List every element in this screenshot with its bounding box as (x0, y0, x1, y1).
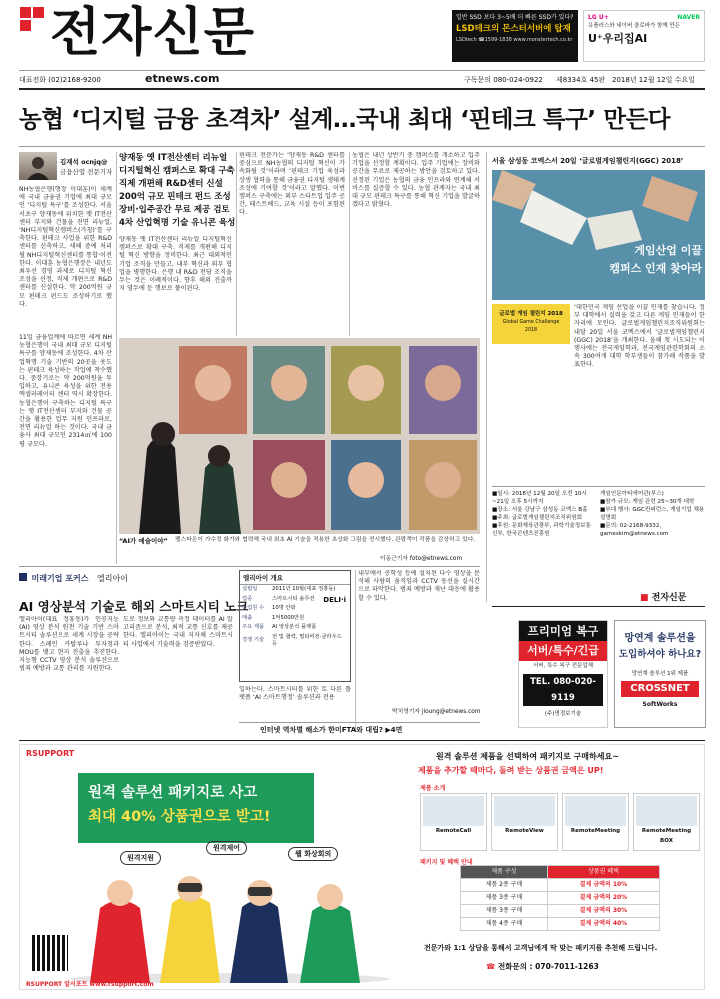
ad-premium-recovery[interactable] (518, 620, 608, 728)
table-row: 경쟁 기술 전 및 협력, 멀티비전·클라우드 등 (242, 633, 342, 647)
consult-line: 전문가와 1:1 상담을 통해서 고객님에게 딱 맞는 패키지를 추천해 드립니다. (424, 944, 658, 952)
info-line: ■문의: 02-2168-9332, gameskim@etnews.com (600, 523, 669, 537)
future-body-2: 도로 정보와 교통량 측정 데이터를 AI 알고리즘으로 분석, 최적 교통 신호를 제공한다. 엘리아이는 국내 지자체 스마트시티 사업에서 기술력을 검증받았다. (123, 616, 233, 648)
byline-photo (19, 152, 57, 180)
tel-text: 전화문의 : 070-7011-1263 (497, 962, 599, 971)
headline-rule (19, 146, 705, 147)
ggc-badge (492, 304, 570, 344)
bubble-3: 웹 화상회의 (288, 847, 338, 861)
rep-phone: 대표전화 (02)2168-9200 (19, 76, 101, 84)
future-credit: 박치영기자 jioung@etnews.com (392, 709, 481, 715)
table-row: 제품 2종 구매 결제 금액의 10% (461, 879, 660, 892)
phone-icon: ☎ (486, 962, 496, 971)
future-company-name: 엘리아이 (96, 574, 128, 583)
future-section-name: 미래기업 포커스 (31, 574, 89, 583)
company-table (239, 570, 351, 682)
sidebar-title: 서울 삼성동 코엑스서 20일 ‘글로벌게임챌린지(GGC) 2018’ (492, 157, 684, 165)
product-card[interactable]: RemoteView (491, 793, 558, 851)
company-table-body (240, 585, 350, 650)
logo-mark-icon (19, 6, 45, 32)
table-row: 제품 3종 구매 결제 금액의 30% (461, 905, 660, 918)
info-line: ■장소: 서울 강남구 삼성동 코엑스 B홀 (492, 507, 588, 513)
company-table-title: 엘리아이 개요 (240, 571, 350, 585)
byline-title: 금융산업 전문기자 (60, 168, 113, 176)
rsupport-logo: RSUPPORT (26, 749, 75, 758)
ad-contact: LSDtech ☎1599-1838 www.monstertech.co.kr (456, 37, 573, 43)
info-line: ■부대 행사: GGC컨퍼런스, 게임기업 채용설명회 (600, 507, 705, 521)
photo-credit: 이동근기자 foto@etnews.com (380, 556, 463, 562)
ad-crossnet-maker: SoftWorks (642, 701, 678, 708)
right-line-1: 원격 솔루션 제품을 선택하여 패키지로 구매하세요~ (436, 752, 619, 761)
paper-name: 전자신문 (50, 3, 255, 63)
subhead: 직제 개편해 R&D센터 신설 (119, 179, 223, 189)
future-section-label (19, 573, 128, 584)
table-row: 제품 3종 구매 결제 금액의 20% (461, 892, 660, 905)
ad-premium-tel: TEL. 080-020-9119 (523, 674, 603, 706)
sub-phone: 구독문의 080-024-0922 (464, 76, 543, 84)
sidebar-body-cont2 (492, 408, 705, 480)
product-card[interactable]: RemoteMeeting BOX (633, 793, 700, 851)
sidebar-body-cont (492, 348, 570, 404)
bubble-2: 원격제어 (206, 841, 247, 855)
masthead-rule (19, 70, 705, 71)
sidebar-brand: ■ 전자신문 (640, 593, 687, 603)
photo-caption: 펠스타온이 가수정 화가와 협력해 국내 최초 AI 기술을 적용한 초상화 그림을 전시했다. 관람객이 작품을 감상하고 있다. (175, 537, 476, 543)
ad-crossnet-line: 망연계 솔루션 1위 제품 (631, 671, 689, 677)
ad-crossnet-brand: CROSSNET (621, 681, 699, 697)
future-body-4: 내부에서 공학성 등에 설치된 다수 영상을 분석해 사람의 움직임과 CCTV 동선을 실시간으로 파악한다. 범죄 예방과 재난 대응에 활용할 수 있다. (358, 570, 480, 602)
sidebar-body: ‘대한민국 게임 산업을 이끌 인재를 찾습니다. 정부 대학에서 실력을 갖고 다른 게임 인재들이 한자리에 모인다. 글로벌게임챌린지조직위원회는 내달 20일 서울 코엑스에서 ‘글로벌게임챌린지(GGC) 2018’을 개최한다. 올해 첫 시도되는 이 행사에는 전국게임학과, 전국게임관련학회의 소속 300여개 대학 학부생들이 참가해 작품을 발표한다. (574, 304, 705, 369)
sidebar-photo-text-1: 게임산업 이끌 (634, 244, 702, 257)
byline-name: 김재석 ocnjq@ (60, 158, 108, 166)
top-ad-lgu[interactable] (583, 10, 705, 62)
issue-no: 제8334호 45판 (556, 76, 606, 84)
sidebar-info-left (492, 490, 596, 538)
ad-line: 유플러스와 네이버 클로바가 함께 만든 (588, 23, 681, 29)
table-row: 주요 제품 AI 영상분석 플랫폼 (242, 624, 317, 630)
info-line: ■후원: 문화체육관광부, 과학기술정보통신부, 한국콘텐츠진흥원 (492, 523, 591, 537)
lead-col-4: 핀테크 전문가는 ‘양재동 R&D 센터를 중심으로 NH농협의 디지털 혁신이 가속화될 것’이라며 ‘핀테크 기업 육성과 상생 협력을 통해 금융권 디지털 생태계 조성에 기여할 것’이라고 말했다. 이번 캠퍼스 구축에는 외부 스타트업 입주 공간, 테스트베드, 교육 시설 등이 포함된다. (239, 152, 345, 217)
lead-col-3: 양재동 옛 IT전산센터 리뉴얼 디지털혁신 캠퍼스로 확대 구축. 직제를 개편해 디지털 혁신 방향을 정비한다. 최근 대외적인 기업 조직을 만들고, 내부 혁신과 외부 협업을 병행한다. 은행 내 R&D 전담 조직을 두는 것은 이례적이다. 향후 해외 진출까지 염두에 둔 행보로 풀이된다. (119, 236, 232, 293)
info-line: 게임인문아티에어관(부스) (600, 491, 664, 497)
site-url[interactable]: etnews.com (145, 72, 220, 85)
tel-line[interactable] (486, 961, 599, 972)
bottom-ad-footer: RSUPPORT 알서포트 www.rsupport.com (26, 981, 154, 988)
table-row: 업종 스마트시티 솔루션 (242, 595, 315, 602)
table-row: 종업원 수 10명 안팎 (242, 605, 296, 611)
subhead: 디지털혁신 캠퍼스로 확대 구축 (119, 166, 235, 176)
table-row: 제품 4종 구매 결제 금액의 40% (461, 918, 660, 931)
bubble-1: 원격지원 (120, 851, 161, 865)
lead-subheads (119, 152, 236, 230)
company-logo: DELI·i (323, 596, 346, 604)
ggc-badge-sub: Global Game Challenge 2018 (502, 320, 560, 333)
future-body-1: 엘리아이(대표 정홍동)가 인공지능(AI) 영상 분석 원천 기술 기반 스마트시티 솔루션으로 세계 시장을 공략한다. 스페인 카탈루냐 투자청과 MOU를 맺고 현지 진출을 추진한다. 지능형 CCTV 영상 분석 솔루션으로 범죄 예방과 교통 관리를 지원한다. (19, 616, 119, 673)
ad-premium-brand: (주)명정보기술 (544, 711, 582, 717)
ad-line: 일반 SSD 보다 3~5배 더 빠른 SSD가 있다? (456, 14, 574, 21)
slogan-line-2: 최대 40% 상품권으로 받고! (88, 809, 271, 825)
lgu-brand: LG U+ (588, 14, 609, 21)
package-table (460, 865, 660, 931)
continuation-link[interactable]: 인터넷 역차별 해소가 한미FTA와 대립? ▶4면 (260, 726, 403, 734)
table-row: 매출 1억5000만원 (242, 614, 305, 621)
ad-premium-sub: 서버/특수/긴급 (519, 641, 607, 661)
photo-title: “AI가 예술이야” (119, 537, 168, 545)
issue-date: 2018년 12월 12일 수요일 (612, 76, 695, 84)
ad-premium-line: 서버, 특수 복구 전문업체 (532, 663, 594, 669)
table-tag: 패키지 및 혜택 안내 (420, 859, 473, 866)
table-row: 설립일 2011년 10월(대표 정홍동) (242, 586, 336, 592)
sidebar-info-right (600, 490, 705, 538)
masthead (0, 0, 720, 92)
product-tag: 제품 소개 (420, 785, 446, 792)
ad-crossnet[interactable] (614, 620, 706, 728)
bottom-ad[interactable] (19, 744, 705, 990)
product-card[interactable]: RemoteCall (420, 793, 487, 851)
slogan-banner (78, 773, 314, 843)
future-body-3: 일하는다. 스마트시티를 위한 토 다른 플랫폼 ‘AI 스마트행정’ 솔루션과 전용 (239, 686, 351, 702)
slogan-line-1: 원격 솔루션 패키지로 사고 (88, 785, 258, 801)
illustration (60, 863, 400, 983)
ggc-badge-title: 글로벌 게임 챌린지 2018 (499, 311, 563, 317)
future-icon (19, 573, 27, 581)
ad-crossnet-q1: 망연계 솔루션을 (624, 633, 696, 644)
table-row: 제품 구성 상품권 혜택 (461, 866, 660, 879)
ad-premium-title: 프리미엄 복구 (519, 621, 607, 641)
sidebar-photo (492, 170, 705, 300)
ad-crossnet-q2: 도입하셔야 하나요? (618, 649, 702, 660)
future-headline: AI 영상분석 기술로 해외 스마트시티 노크 (19, 599, 249, 614)
main-headline: 농협 ‘디지털 금융 초격차’ 설계…국내 최대 ‘핀테크 특구’ 만든다 (19, 105, 670, 133)
info-line: ■주최: 글로벌게임챌린지조직위원회 (492, 515, 583, 521)
sidebar-photo-text-2: 캠퍼스 인재 찾아라 (609, 262, 702, 275)
lead-col-5: 농협은 내년 상반기 중 캠퍼스를 개소하고 입주 기업을 선정할 계획이다. 입주 기업에는 장비와 공간을 무료로 제공하는 방안을 검토하고 있다. 선정된 기업은 농협의 금융 인프라와 연계해 서비스를 실증할 수 있다. 농협 관계자는 국내 최대 규모 핀테크 특구를 통해 혁신 기업을 발굴하겠다고 밝혔다. (352, 152, 480, 209)
lead-col-1: NH농협은행(행장 이대훈)이 세계에 국내 금융권 기업에 최대 규모인 ‘디지털 특구’를 조성한다. 서울 서초구 양재동에 위치한 옛 IT전산센터 부지와 건물을 전면 리뉴얼, ‘NH디지털혁신캠퍼스(가칭)’를 구축한다. 핀테크 사업을 위한 R&D센터를 신축하고, 새해 중에 처리될 NH디지털혁신센터를 통합·이전한다. 이대훈 농협은행장은 내년도 최우선 경영 과제로 디지털 혁신 조성을 선정, 직제 개편으로 R&D센터를 신설한다. 약 200억원 규모 핀테크 펀드도 조성하기로 했다. (19, 186, 112, 308)
masthead-bottom-rule (19, 88, 705, 90)
subhead: 양재동 옛 IT전산센터 리뉴얼 (119, 153, 228, 163)
right-line-2: 제품을 추가할 때마다, 돌려 받는 상품권 금액은 UP! (418, 766, 604, 775)
qr-code[interactable] (32, 935, 68, 971)
subhead: 4차 산업혁명 기술 유니콘 육성 (119, 218, 236, 228)
subhead: 장비·입주공간 무료 제공 검토 (119, 205, 230, 215)
lead-col-2: 11일 금융업계에 따르면 세계 NH농협은행이 국내 최대 규모 디지털 특구를 양재동에 조성한다. 4차 산업혁명 기술 기반의 20곳을 웃도는 핀테크 육성하는 작업에 착수했다. 중장기로는 약 200억원을 투입하고, 유니콘 육성을 위한 전용 엑셀러레이터 센터 역시 확장한다. 농협은행이 구축하는 디지털 특구는 옛 IT전산센터 부지와 건물 공간을 활용한 업무 지원 인프라로, 전면 리뉴얼 하는 것이다. 국내 금융사 최대 규모인 2314㎡에 100평 규모다. (19, 334, 112, 448)
ad-headline: U⁺우리집AI (588, 32, 648, 45)
ad-headline: LSD테크의 몬스터서버에 탑재 (456, 24, 571, 34)
top-ad-ssd[interactable] (452, 10, 578, 62)
product-row (420, 793, 700, 851)
info-line: ■참가 규모: 게임 관련 25~30개 대학 (600, 499, 695, 505)
subhead: 200억 규모 핀테크 펀드 조성 (119, 192, 231, 202)
product-card[interactable]: RemoteMeeting (562, 793, 629, 851)
naver-brand: NAVER (677, 14, 700, 21)
sidebar-brand-text: 전자신문 (651, 593, 687, 603)
lead-photo (119, 338, 480, 534)
info-line: ■일시: 2018년 12월 20일 오전 10시~21일 오후 5시까지 (492, 491, 587, 505)
